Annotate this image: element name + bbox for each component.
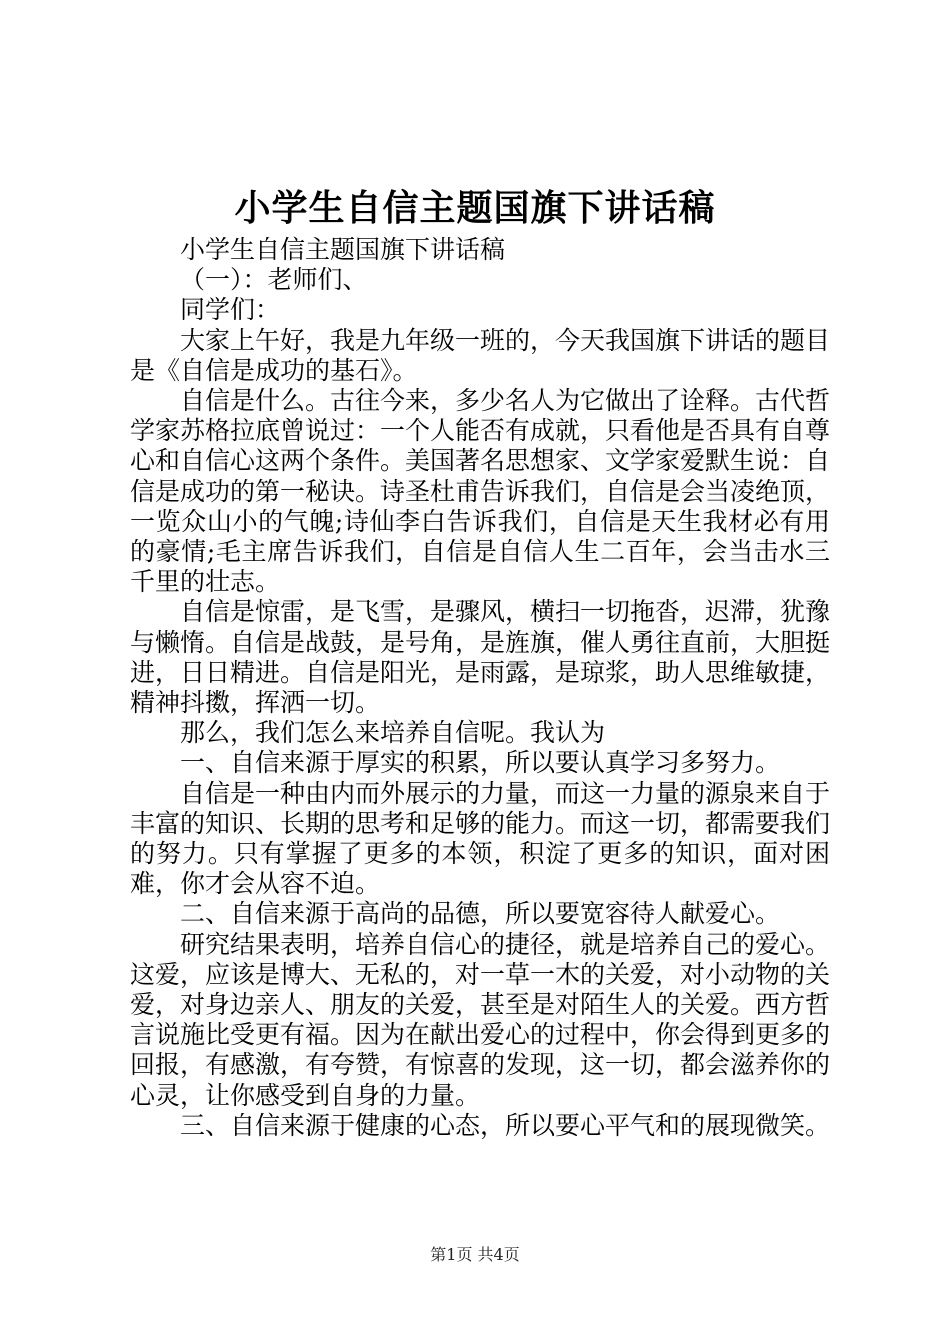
paragraph-point-three: 三、自信来源于健康的心态，所以要心平气和的展现微笑。 [180,1110,831,1140]
document-title: 小学生自信主题国旗下讲话稿 [234,187,716,229]
paragraph-point-one: 一、自信来源于厚实的积累，所以要认真学习多努力。 [180,748,781,778]
paragraph-point-one-detail: 自信是一种由内而外展示的力量，而这一力量的源泉来自于丰富的知识、长期的思考和足够的能力。而这一切，都需要我们的努力。只有掌握了更多的本领，积淀了更多的知识，面对困难，你才会从容不迫。 [130,778,831,899]
paragraph-point-two: 二、自信来源于高尚的品德，所以要宽容待人献爱心。 [180,899,781,929]
paragraph-what-is-confidence: 自信是什么。古往今来，多少名人为它做出了诠释。古代哲学家苏格拉底曾说过：一个人能否有成就，只看他是否具有自尊心和自信心这两个条件。美国著名思想家、文学家爱默生说：自信是成功的第一秘诀。诗圣杜甫告诉我们，自信是会当凌绝顶，一览众山小的气魄;诗仙李白告诉我们，自信是天生我材必有用的豪情;毛主席告诉我们，自信是自信人生二百年，会当击水三千里的壮志。 [130,386,831,597]
paragraph-confidence-metaphors: 自信是惊雷，是飞雪，是骤风，横扫一切拖沓，迟滞，犹豫与懒惰。自信是战鼓，是号角，是旌旗，催人勇往直前，大胆挺进，日日精进。自信是阳光，是雨露，是琼浆，助人思维敏捷，精神抖擞，挥洒一切。 [130,597,831,718]
paragraph-salutation-2: 同学们： [180,295,281,325]
document-body [130,235,830,1141]
page-footer: 第1页 共4页 [430,1245,520,1264]
paragraph-how-to-cultivate: 那么，我们怎么来培养自信呢。我认为 [180,718,606,748]
paragraph-subtitle: 小学生自信主题国旗下讲话稿 [180,235,506,264]
paragraph-salutation-1: （一）：老师们、 [180,265,368,295]
paragraph-point-two-detail: 研究结果表明，培养自信心的捷径，就是培养自己的爱心。这爱，应该是博大、无私的，对一草一木的关爱，对小动物的关爱，对身边亲人、朋友的关爱，甚至是对陌生人的关爱。西方哲言说施比受更有福。因为在献出爱心的过程中，你会得到更多的回报，有感激，有夸赞，有惊喜的发现，这一切，都会滋养你的心灵，让你感受到自身的力量。 [130,929,831,1110]
paragraph-greeting: 大家上午好，我是九年级一班的，今天我国旗下讲话的题目是《自信是成功的基石》。 [130,325,831,385]
